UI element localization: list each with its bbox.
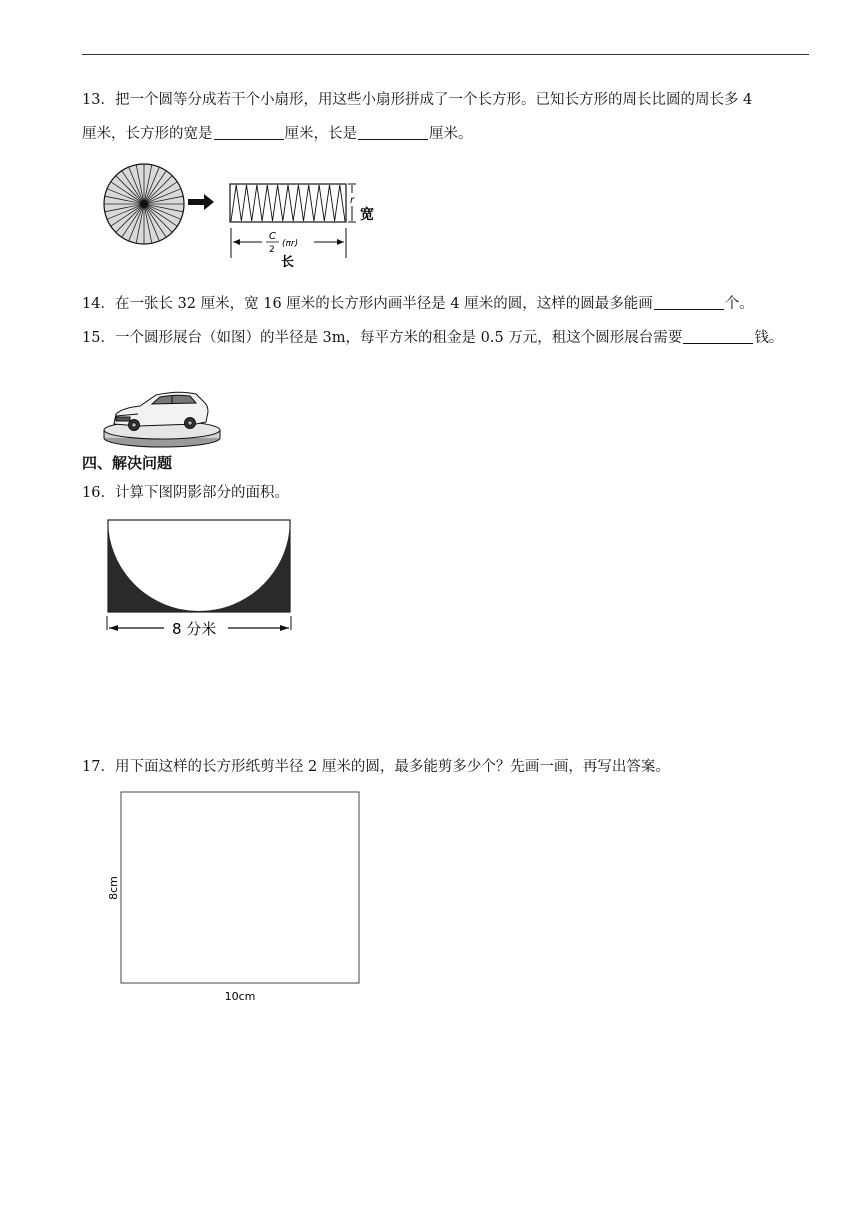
arrow-icon: [188, 194, 214, 210]
sector-rectangle: [230, 184, 346, 222]
shaded-area-figure: [100, 516, 296, 640]
answer-blank-14[interactable]: [654, 294, 724, 310]
sectored-circle: [104, 164, 184, 244]
question-13-line1: 13．把一个圆等分成若干个小扇形，用这些小扇形拼成了一个长方形。已知长方形的周长比圆的周长多 4: [82, 92, 753, 108]
width-label: 宽: [360, 207, 374, 223]
length-label: 长: [281, 255, 295, 270]
circle-to-rectangle-figure: [100, 162, 390, 270]
question-16: 16．计算下图阴影部分的面积。: [82, 485, 289, 501]
width-label: 10cm: [224, 990, 256, 1003]
dimension-label: 8 分米: [172, 620, 217, 638]
pi-r-label: (πr): [282, 239, 299, 249]
car-icon: [114, 392, 208, 430]
two-label: 2: [269, 245, 275, 255]
width-dimension: [348, 184, 374, 223]
length-dimension: [231, 228, 346, 270]
question-13-line2: 厘米，长方形的宽是 厘米，长是 厘米。: [82, 126, 473, 142]
height-label: 8cm: [107, 876, 120, 900]
section-heading: 四、解决问题: [82, 454, 173, 472]
car-display-stand-figure: [100, 380, 228, 448]
paper-rectangle[interactable]: [121, 792, 359, 983]
radius-label: r: [350, 195, 355, 206]
paper-rectangle-figure: [105, 788, 367, 1008]
answer-blank-13-width[interactable]: [214, 124, 284, 140]
question-14: 14．在一张长 32 厘米，宽 16 厘米的长方形内画半径是 4 厘米的圆，这样的圆最多能画 个。: [82, 296, 754, 312]
header-rule: [82, 54, 809, 55]
answer-blank-13-length[interactable]: [358, 124, 428, 140]
question-15: 15．一个圆形展台（如图）的半径是 3m，每平方米的租金是 0.5 万元，租这个圆形展台需要 钱。: [82, 330, 784, 346]
answer-blank-15[interactable]: [683, 328, 753, 344]
question-17: 17．用下面这样的长方形纸剪半径 2 厘米的圆，最多能剪多少个？先画一画，再写出答案。: [82, 759, 670, 775]
circumference-label: C: [269, 231, 276, 242]
